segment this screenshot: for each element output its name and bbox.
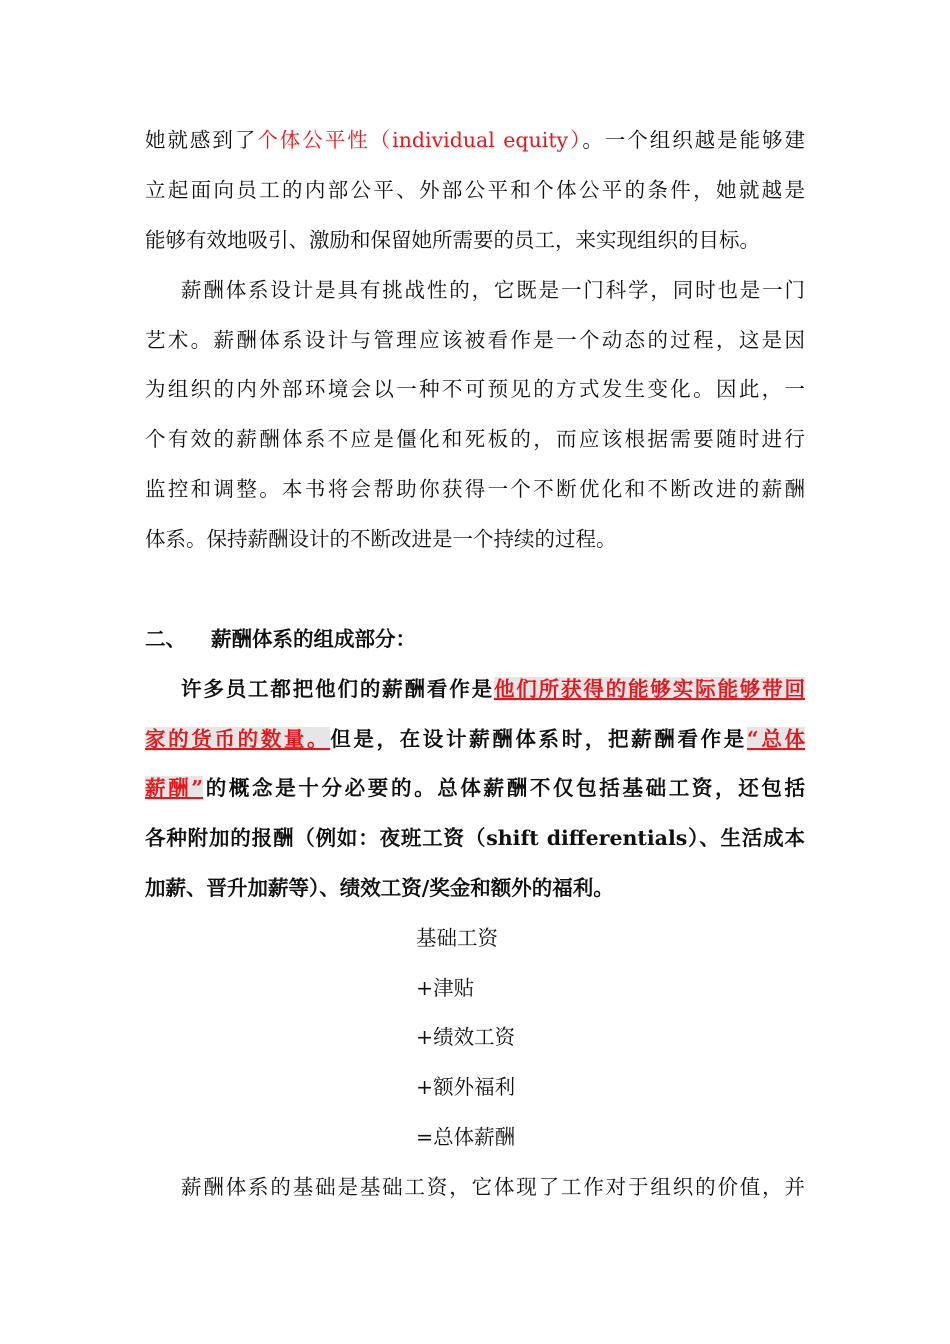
section-heading <box>145 624 416 654</box>
para1-text: 。一个组织越是能够建 <box>582 128 806 152</box>
para3-line5: 加薪、晋升加薪等）、绩效工资/奖金和额外的福利。 <box>145 876 614 900</box>
para3-line1 <box>181 674 805 704</box>
highlighted-phrase: 他们所获得的能够实际能够带回 <box>493 677 806 701</box>
highlighted-phrase: 家的货币的数量。 <box>145 727 331 751</box>
para1-line3: 能够有效地吸引、激励和保留她所需要的员工，来实现组织的目标。 <box>145 228 760 252</box>
formula-result: =总体薪酬 <box>416 1125 516 1149</box>
para3-line3 <box>145 773 805 803</box>
para1-text: 她就感到了 <box>145 128 258 152</box>
section-title: 薪酬体系的组成部分： <box>211 627 416 651</box>
para2-line5: 监控和调整。本书将会帮助你获得一个不断优化和不断改进的薪酬 <box>145 477 805 501</box>
para3-text: 许多员工都把他们的薪酬看作是 <box>181 677 494 701</box>
formula-item: +绩效工资 <box>416 1025 516 1049</box>
para1-line2: 立起面向员工的内部公平、外部公平和个体公平的条件，她就越是 <box>145 178 805 202</box>
para3-line2 <box>145 724 805 754</box>
formula-item: +津贴 <box>416 976 475 1000</box>
para2-line3: 为组织的内外部环境会以一种不可预见的方式发生变化。因此，一 <box>145 377 805 401</box>
para4-line1: 薪酬体系的基础是基础工资，它体现了工作对于组织的价值，并 <box>181 1175 805 1199</box>
highlighted-phrase: “总体 <box>746 727 805 751</box>
highlighted-phrase: 薪酬” <box>145 776 204 800</box>
para2-line4: 个有效的薪酬体系不应是僵化和死板的，而应该根据需要随时进行 <box>145 427 805 451</box>
para3-text: 但是，在设计薪酬体系时，把薪酬看作是 <box>330 727 747 751</box>
individual-equity-term: 个体公平性（individual equity） <box>257 128 583 152</box>
para3-text: 的概念是十分必要的。总体薪酬不仅包括基础工资，还包括 <box>203 776 805 800</box>
para2-line2: 艺术。薪酬体系设计与管理应该被看作是一个动态的过程，这是因 <box>145 328 805 352</box>
section-number: 二、 <box>145 627 186 651</box>
formula-item: 基础工资 <box>416 926 498 950</box>
para2-line6: 体系。保持薪酬设计的不断改进是一个持续的过程。 <box>145 527 617 551</box>
para1-line1 <box>145 125 805 155</box>
formula-item: +额外福利 <box>416 1075 516 1099</box>
para2-line1: 薪酬体系设计是具有挑战性的，它既是一门科学，同时也是一门 <box>181 278 805 302</box>
para3-line4: 各种附加的报酬（例如：夜班工资（shift differentials）、生活成本 <box>145 826 805 850</box>
